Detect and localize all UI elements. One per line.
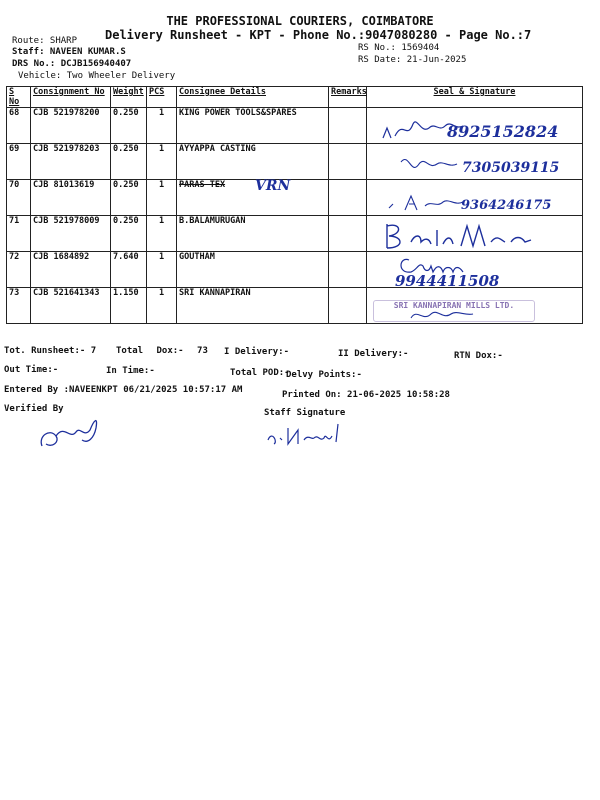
runsheet-subtitle: Delivery Runsheet - KPT - Phone No.:9047080280 - Page No.:7 xyxy=(105,28,532,42)
col-consignee: Consignee Details xyxy=(177,87,329,108)
verified-by-label: Verified By xyxy=(4,404,64,414)
staff-signature xyxy=(262,420,362,450)
phone-handwriting: 7305039115 xyxy=(462,160,560,176)
total-dox: Total Dox:- 73 xyxy=(116,346,208,356)
row-consignee: AYYAPPA CASTING xyxy=(177,144,329,180)
row-weight: 0.250 xyxy=(111,144,147,180)
row-remarks xyxy=(329,180,367,216)
row-pcs: 1 xyxy=(147,216,177,252)
runsheet-table xyxy=(6,86,583,324)
phone-handwriting: 9364246175 xyxy=(461,198,552,213)
row-consignment: CJB 521978009 xyxy=(31,216,111,252)
col-sno: S No xyxy=(7,87,31,108)
table-row xyxy=(7,180,583,216)
vehicle-label: Vehicle: Two Wheeler Delivery xyxy=(18,71,176,81)
delvy-points: Delvy Points:- xyxy=(286,370,362,380)
table-row xyxy=(7,216,583,252)
row-pcs: 1 xyxy=(147,180,177,216)
ii-delivery: II Delivery:- xyxy=(338,349,409,359)
row-consignment: CJB 521978203 xyxy=(31,144,111,180)
col-consignment: Consignment No xyxy=(31,87,111,108)
row-consignee xyxy=(177,180,329,216)
row-signature xyxy=(367,216,583,252)
row-signature xyxy=(367,144,583,180)
phone-handwriting: 9944411508 xyxy=(395,272,500,290)
row-sno: 69 xyxy=(7,144,31,180)
verifier-signature xyxy=(36,410,116,452)
row-consignment: CJB 1684892 xyxy=(31,252,111,288)
staff-signature-label: Staff Signature xyxy=(264,408,346,418)
row-pcs: 1 xyxy=(147,108,177,144)
row-consignee: GOUTHAM xyxy=(177,252,329,288)
rs-number: RS No.: 1569404 xyxy=(358,43,440,53)
signature-scribble xyxy=(407,302,600,336)
row-sno: 72 xyxy=(7,252,31,288)
row-remarks xyxy=(329,144,367,180)
rs-date: RS Date: 21-Jun-2025 xyxy=(358,55,467,65)
in-time: In Time:- xyxy=(106,366,155,376)
row-consignee: B.BALAMURUGAN xyxy=(177,216,329,252)
row-pcs: 1 xyxy=(147,288,177,324)
row-signature xyxy=(367,180,583,216)
i-delivery: I Delivery:- xyxy=(224,347,290,357)
table-row xyxy=(7,144,583,180)
row-consignee: KING POWER TOOLS&SPARES xyxy=(177,108,329,144)
row-pcs: 1 xyxy=(147,252,177,288)
row-consignee: SRI KANNAPIRAN xyxy=(177,288,329,324)
col-weight: Weight xyxy=(111,87,147,108)
row-weight: 0.250 xyxy=(111,216,147,252)
row-sno: 68 xyxy=(7,108,31,144)
row-sno: 70 xyxy=(7,180,31,216)
table-row xyxy=(7,288,583,324)
entered-by: Entered By :NAVEENKPT 06/21/2025 10:57:17 AM xyxy=(4,385,243,395)
out-time: Out Time:- xyxy=(4,365,59,375)
row-weight: 0.250 xyxy=(111,180,147,216)
row-remarks xyxy=(329,252,367,288)
row-remarks xyxy=(329,216,367,252)
phone-handwriting: 8925152824 xyxy=(447,122,559,141)
col-signature: Seal & Signature xyxy=(367,87,583,108)
row-signature xyxy=(367,108,583,144)
row-signature xyxy=(367,288,583,324)
total-pod: Total POD:- xyxy=(230,368,290,378)
table-row xyxy=(7,252,583,288)
row-consignment: CJB 81013619 xyxy=(31,180,111,216)
row-consignment: CJB 521978200 xyxy=(31,108,111,144)
row-weight: 0.250 xyxy=(111,108,147,144)
col-pcs: PCS xyxy=(147,87,177,108)
company-title: THE PROFESSIONAL COURIERS, COIMBATORE xyxy=(166,14,434,28)
row-pcs: 1 xyxy=(147,144,177,180)
vrn-annotation: VRN xyxy=(255,178,291,194)
signature-scribble xyxy=(381,218,591,252)
row-weight: 1.150 xyxy=(111,288,147,324)
row-remarks xyxy=(329,108,367,144)
drs-label: DRS No.: DCJB156940407 xyxy=(12,59,132,69)
row-sno: 73 xyxy=(7,288,31,324)
staff-label: Staff: NAVEEN KUMAR.S xyxy=(12,47,126,57)
row-remarks xyxy=(329,288,367,324)
row-consignment: CJB 521641343 xyxy=(31,288,111,324)
route-label: Route: SHARP xyxy=(12,36,78,46)
rtn-dox: RTN Dox:- xyxy=(454,351,503,361)
col-remarks: Remarks xyxy=(329,87,367,108)
stamp-text: SRI KANNAPIRAN MILLS LTD. xyxy=(393,301,515,310)
struck-consignee: PARAS TEX xyxy=(179,180,226,190)
table-header-row xyxy=(7,87,583,108)
printed-on: Printed On: 21-06-2025 10:58:28 xyxy=(282,390,450,400)
row-signature xyxy=(367,252,583,288)
row-weight: 7.640 xyxy=(111,252,147,288)
row-sno: 71 xyxy=(7,216,31,252)
table-row xyxy=(7,108,583,144)
tot-runsheet: Tot. Runsheet:- 7 xyxy=(4,346,97,356)
